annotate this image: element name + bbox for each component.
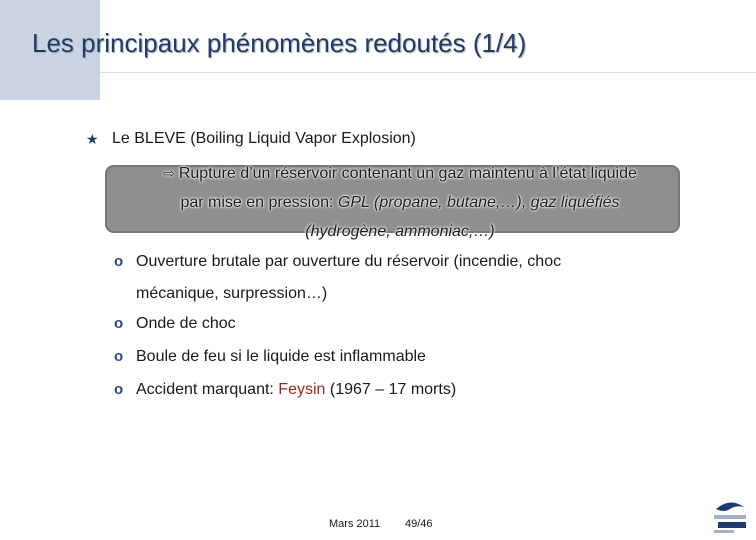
sub-bullet-text — [136, 374, 636, 406]
logo-icon — [710, 495, 750, 535]
sub-bullet-text: Boule de feu si le liquide est inflammable — [136, 348, 426, 365]
callout-line-1 — [120, 159, 680, 188]
circle-bullet-icon: o — [114, 381, 124, 398]
sub-bullet — [114, 246, 636, 310]
sub-bullet-text: Ouverture brutale par ouverture du réservoir (incendie, choc mécanique, surpression…) — [136, 253, 562, 302]
circle-bullet-icon: o — [114, 315, 124, 332]
callout-line-2-plain: par mise en pression: — [180, 194, 338, 211]
arrow-right-icon: ⇨ — [163, 165, 175, 181]
circle-bullet-icon: o — [114, 348, 124, 365]
sub-bullet-text: Onde de choc — [136, 315, 236, 332]
callout-line-3-italic: (hydrogène, ammoniac,…) — [305, 223, 495, 240]
star-bullet-icon: ★ — [86, 131, 99, 147]
title-divider — [100, 72, 756, 73]
page-number: 49/46 — [405, 518, 433, 530]
sub-bullet — [114, 341, 636, 373]
slide-title: Les principaux phénomènes redoutés (1/4) — [32, 28, 527, 58]
main-bullet-text: Le BLEVE (Boiling Liquid Vapor Explosion) — [112, 130, 416, 147]
callout-line-3 — [120, 217, 680, 246]
callout-text — [120, 159, 680, 246]
accident-label: Accident marquant: — [136, 381, 279, 398]
accident-highlight: Feysin — [278, 381, 326, 398]
circle-bullet-icon: o — [114, 253, 124, 270]
accident-detail: (1967 – 17 morts) — [325, 381, 457, 398]
callout-line-1-text: Rupture d’un réservoir contenant un gaz maintenu à l’état liquide — [178, 165, 637, 182]
callout-line-2-italic: GPL (propane, butane,…), gaz liquéfiés — [337, 194, 620, 211]
main-bullet — [86, 123, 416, 155]
sub-bullet — [114, 308, 636, 340]
sub-bullet — [114, 374, 636, 406]
callout-line-2 — [120, 188, 680, 217]
footer-date: Mars 2011 — [329, 518, 381, 530]
